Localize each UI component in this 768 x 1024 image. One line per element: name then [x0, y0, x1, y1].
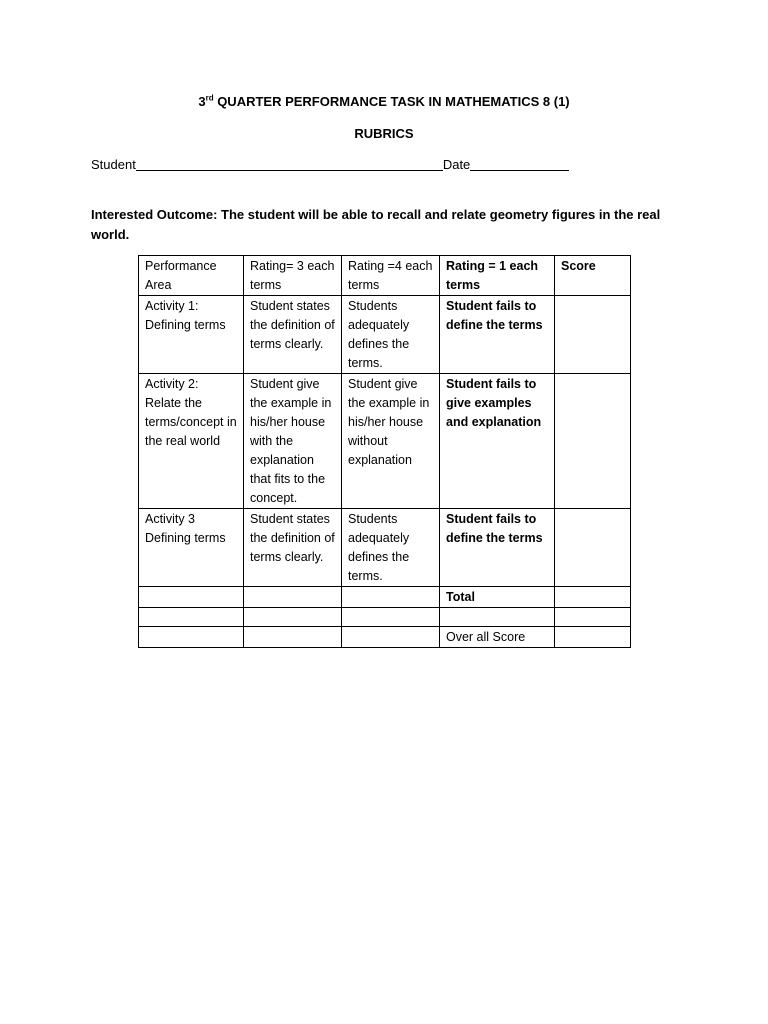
total-score-cell	[555, 587, 631, 608]
empty-cell	[342, 608, 440, 627]
rating-4-cell: Students adequately defines the terms.	[342, 509, 440, 587]
header-rating-3: Rating= 3 each terms	[244, 256, 342, 296]
table-header-row	[139, 256, 631, 296]
document-title	[0, 94, 768, 109]
header-rating-1: Rating = 1 each terms	[440, 256, 555, 296]
title-superscript: rd	[205, 93, 214, 103]
activity-cell: Activity 2: Relate the terms/concept in the real world	[139, 374, 244, 509]
empty-cell	[139, 608, 244, 627]
header-rating-4: Rating =4 each terms	[342, 256, 440, 296]
spacer-row	[139, 608, 631, 627]
overall-score-row	[139, 627, 631, 648]
rating-4-cell: Students adequately defines the terms.	[342, 296, 440, 374]
activity-cell: Activity 1: Defining terms	[139, 296, 244, 374]
table-row	[139, 296, 631, 374]
title-rest: QUARTER PERFORMANCE TASK IN MATHEMATICS 8 (1)	[213, 94, 570, 109]
rating-1-cell: Student fails to define the terms	[440, 296, 555, 374]
empty-cell	[244, 608, 342, 627]
document-subtitle: RUBRICS	[354, 126, 414, 141]
empty-cell	[244, 587, 342, 608]
empty-cell	[244, 627, 342, 648]
total-row	[139, 587, 631, 608]
empty-cell	[342, 627, 440, 648]
activity-cell: Activity 3 Defining terms	[139, 509, 244, 587]
table-row	[139, 374, 631, 509]
interested-outcome: Interested Outcome: The student will be able to recall and relate geometry figures in the real world.	[91, 207, 661, 242]
rating-1-cell: Student fails to give examples and explanation	[440, 374, 555, 509]
empty-cell	[555, 608, 631, 627]
title-ordinal: 3	[198, 94, 206, 109]
score-cell	[555, 374, 631, 509]
empty-cell	[440, 608, 555, 627]
score-cell	[555, 509, 631, 587]
student-label: Student	[91, 157, 136, 172]
rating-1-cell: Student fails to define the terms	[440, 509, 555, 587]
date-label: Date	[442, 157, 471, 172]
table-row	[139, 509, 631, 587]
student-date-line	[91, 157, 569, 172]
overall-score-label: Over all Score	[440, 627, 555, 648]
empty-cell	[342, 587, 440, 608]
score-cell	[555, 296, 631, 374]
total-label: Total	[440, 587, 555, 608]
rating-3-cell: Student states the definition of terms clearly.	[244, 509, 342, 587]
rating-3-cell: Student give the example in his/her house with the explanation that fits to the concept.	[244, 374, 342, 509]
rating-3-cell: Student states the definition of terms clearly.	[244, 296, 342, 374]
rating-4-cell: Student give the example in his/her house without explanation	[342, 374, 440, 509]
empty-cell	[139, 587, 244, 608]
header-performance-area: Performance Area	[139, 256, 244, 296]
overall-score-cell	[555, 627, 631, 648]
header-score: Score	[555, 256, 631, 296]
date-blank	[470, 157, 569, 171]
empty-cell	[139, 627, 244, 648]
rubric-table	[138, 255, 631, 648]
student-name-blank	[136, 157, 443, 171]
